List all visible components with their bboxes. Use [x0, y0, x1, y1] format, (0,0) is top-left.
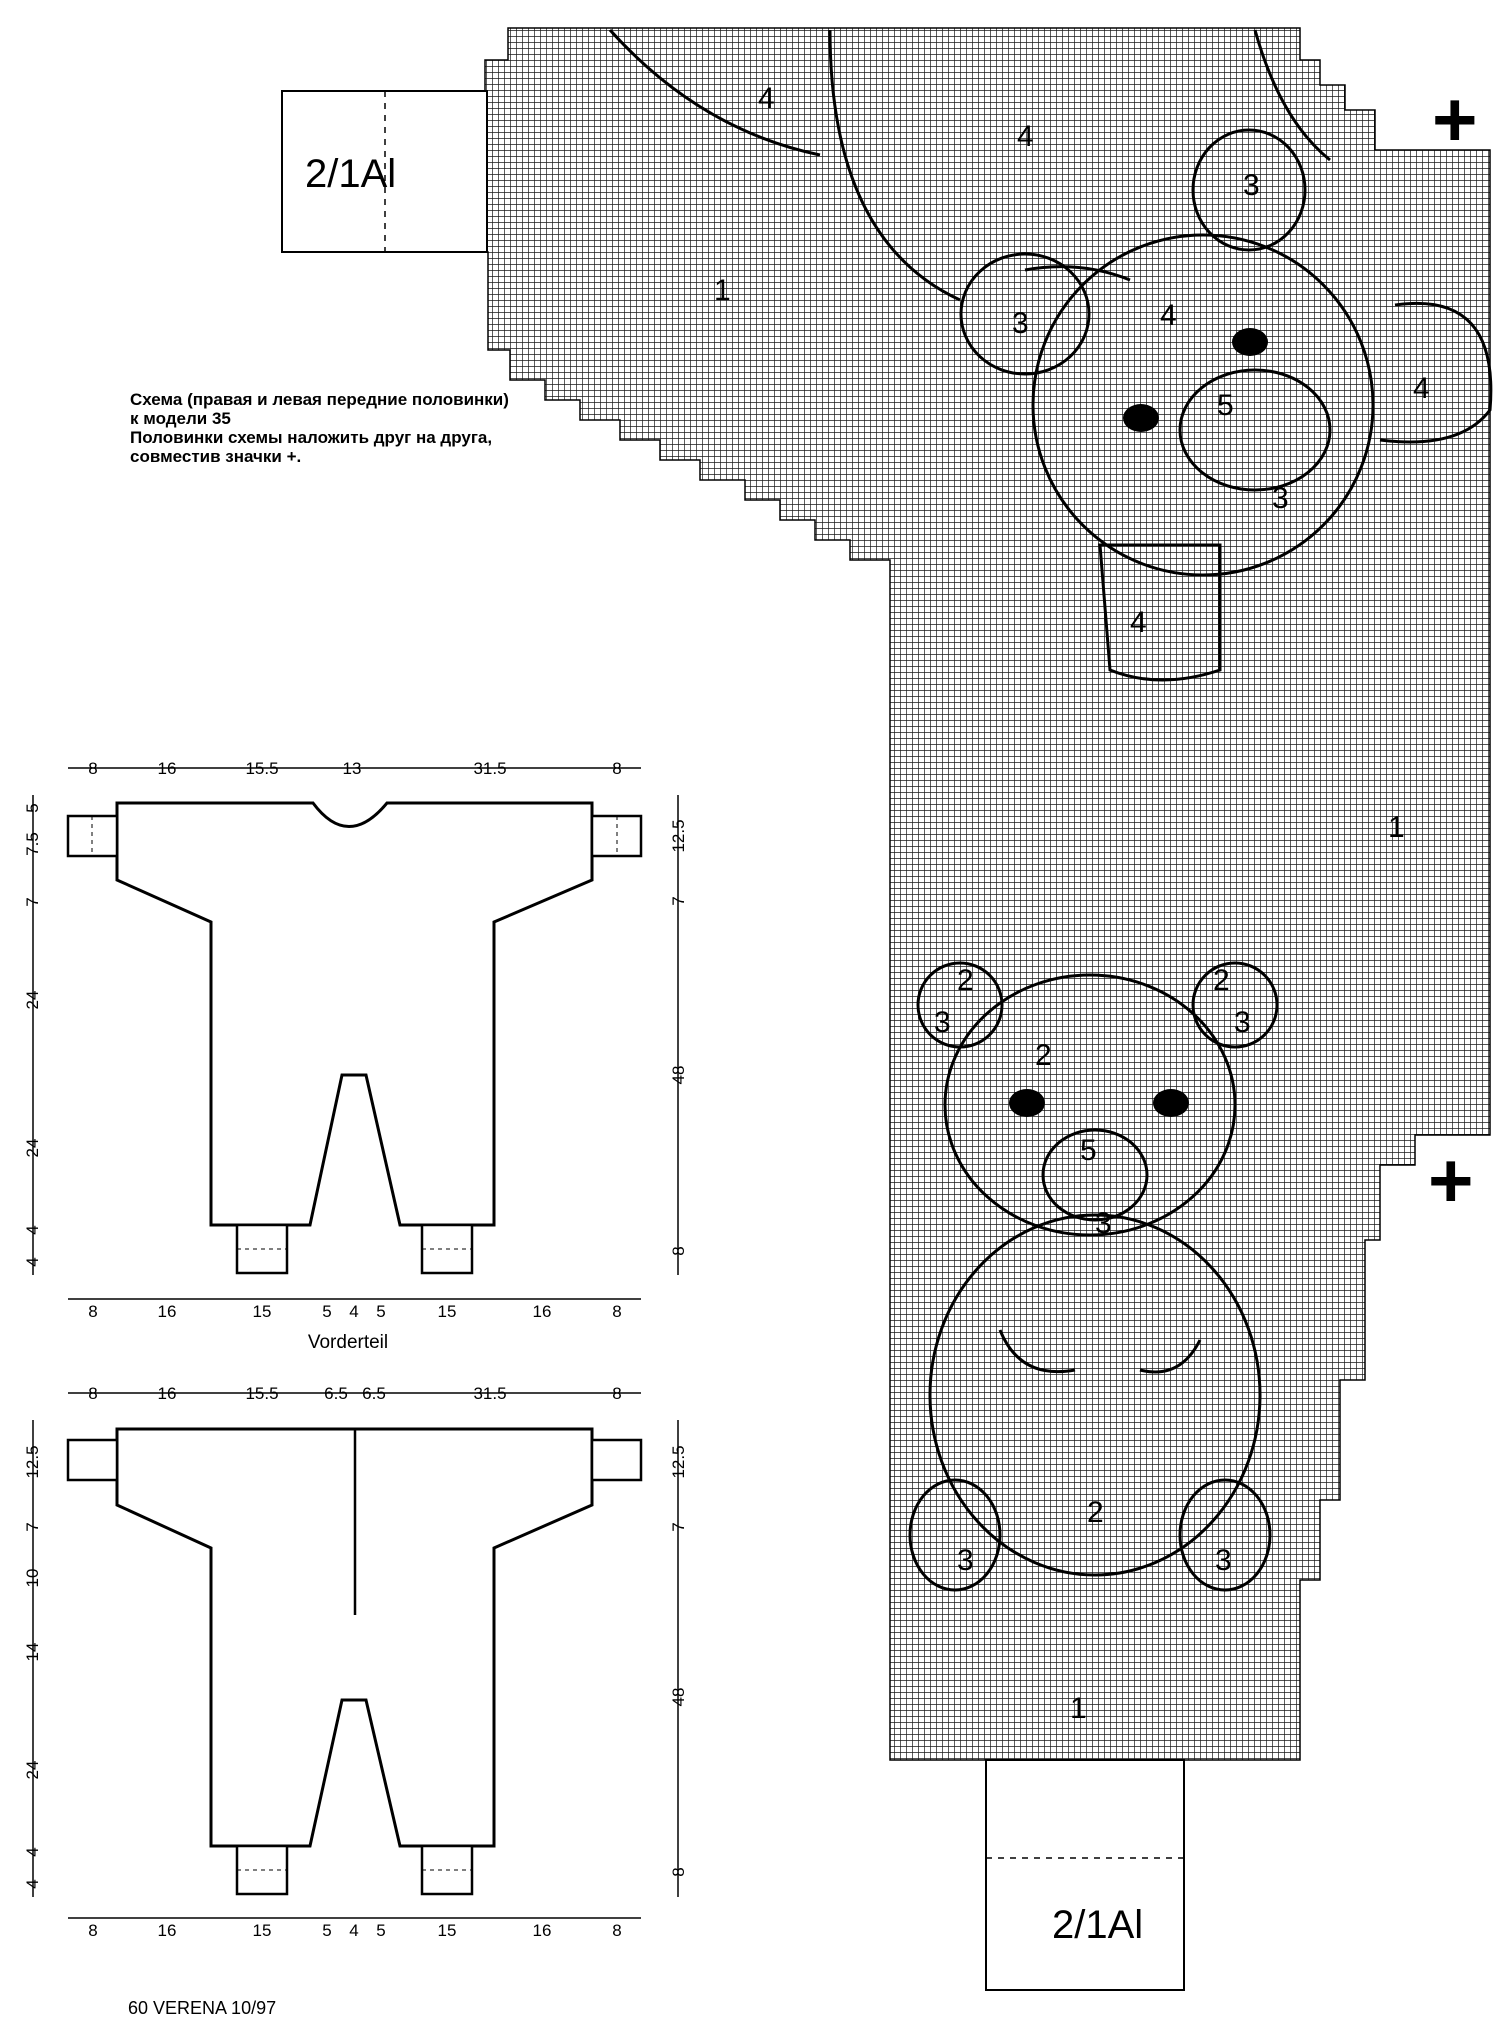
dim-label: 5: [376, 1921, 386, 1940]
rib-label-top: 2/1Al: [305, 152, 397, 196]
dim-label: 15.5: [245, 1384, 279, 1403]
align-mark-bottom: +: [1428, 1136, 1474, 1224]
color-number: 3: [1272, 482, 1289, 515]
bear-eye-top-left: [1123, 404, 1159, 432]
color-number: 4: [1017, 120, 1034, 153]
dim-label: 24: [23, 1138, 42, 1158]
dim-label: 4: [23, 1847, 42, 1857]
dim-label: 16: [157, 759, 177, 778]
garment-outline-front: [117, 803, 592, 1225]
dim-label: 48: [669, 1687, 688, 1707]
schematic-back: [23, 1384, 688, 1940]
color-number: 3: [1243, 169, 1260, 202]
color-number: 5: [1080, 1134, 1097, 1167]
dim-label: 48: [669, 1065, 688, 1085]
dim-label: 8: [612, 1384, 622, 1403]
dim-label: 8: [612, 759, 622, 778]
caption-line: совместив значки +.: [130, 447, 302, 466]
color-number: 4: [1413, 372, 1430, 405]
dim-label: 13: [342, 759, 362, 778]
page-footer: 60 VERENA 10/97: [128, 1998, 277, 2018]
dim-label: 6.5: [362, 1384, 386, 1403]
dim-label: 5: [322, 1302, 332, 1321]
color-number: 3: [934, 1006, 951, 1039]
dim-label: 4: [23, 1257, 42, 1267]
dim-label: 31.5: [473, 1384, 507, 1403]
bottom-rib-block: [986, 1760, 1184, 1990]
rib-label-bottom: 2/1Al: [1052, 1903, 1144, 1947]
dim-label: 10: [23, 1568, 42, 1588]
dim-label: 24: [23, 1760, 42, 1780]
dim-label: 8: [669, 1867, 688, 1877]
dim-label: 16: [532, 1921, 552, 1940]
color-number: 4: [758, 82, 775, 115]
dim-label: 15.5: [245, 759, 279, 778]
dim-label: 7: [23, 1522, 42, 1532]
dim-label: 12.5: [23, 1445, 42, 1479]
chart-caption: [130, 390, 590, 466]
dim-label: 24: [23, 990, 42, 1010]
dim-label: 15: [437, 1921, 457, 1940]
dim-label: 16: [157, 1384, 177, 1403]
dim-label: 4: [23, 1879, 42, 1889]
caption-line: Половинки схемы наложить друг на друга,: [130, 428, 493, 447]
align-mark-top: +: [1432, 75, 1478, 163]
color-number: 1: [1070, 1692, 1087, 1725]
dim-label: 6.5: [324, 1384, 348, 1403]
color-number: 2: [957, 964, 974, 997]
dim-label: 7: [669, 1522, 688, 1532]
color-number: 1: [1388, 811, 1405, 844]
dim-label: 5: [376, 1302, 386, 1321]
dim-label: 5: [23, 803, 42, 813]
color-number: 3: [1234, 1006, 1251, 1039]
dim-label: 4: [349, 1302, 359, 1321]
dim-label: 15: [252, 1921, 272, 1940]
color-number: 2: [1213, 964, 1230, 997]
dim-label: 16: [157, 1302, 177, 1321]
color-number: 3: [1012, 307, 1029, 340]
color-number: 4: [1130, 606, 1147, 639]
caption-line: к модели 35: [130, 409, 231, 428]
dim-label: 8: [88, 759, 98, 778]
dim-label: 5: [322, 1921, 332, 1940]
color-number: 5: [1217, 389, 1234, 422]
bear-eye-bottom-left: [1009, 1089, 1045, 1117]
dim-label: 8: [88, 1384, 98, 1403]
bottom-dims-front: [88, 1302, 621, 1321]
dim-label: 14: [23, 1642, 42, 1662]
bear-eye-bottom-right: [1153, 1089, 1189, 1117]
color-number: 1: [714, 274, 731, 307]
dim-label: 8: [88, 1921, 98, 1940]
dim-label: 7.5: [23, 832, 42, 856]
color-number: 3: [957, 1544, 974, 1577]
dim-label: 12.5: [669, 819, 688, 853]
dim-label: 8: [612, 1302, 622, 1321]
dim-label: 31.5: [473, 759, 507, 778]
dim-label: 8: [88, 1302, 98, 1321]
color-number: 2: [1087, 1496, 1104, 1529]
color-number: 3: [1095, 1207, 1112, 1240]
dim-label: 15: [252, 1302, 272, 1321]
dim-label: 15: [437, 1302, 457, 1321]
dim-label: 4: [349, 1921, 359, 1940]
dim-label: 7: [23, 897, 42, 907]
bottom-dims-back: [88, 1921, 621, 1940]
schematic-front-label: Vorderteil: [307, 1332, 389, 1353]
dim-label: 8: [612, 1921, 622, 1940]
dim-label: 7: [669, 896, 688, 906]
dim-label: 4: [23, 1225, 42, 1235]
color-number: 2: [1035, 1039, 1052, 1072]
top-rib-block: [282, 91, 487, 252]
dim-label: 16: [532, 1302, 552, 1321]
color-number: 4: [1160, 299, 1177, 332]
dim-label: 8: [669, 1246, 688, 1256]
bear-eye-top-right: [1232, 328, 1268, 356]
dim-label: 12.5: [669, 1445, 688, 1479]
chart-grid-area: [485, 28, 1490, 1760]
schematic-front: [23, 759, 688, 1353]
color-number: 3: [1215, 1544, 1232, 1577]
caption-line: Схема (правая и левая передние половинки): [130, 390, 509, 409]
dim-label: 16: [157, 1921, 177, 1940]
